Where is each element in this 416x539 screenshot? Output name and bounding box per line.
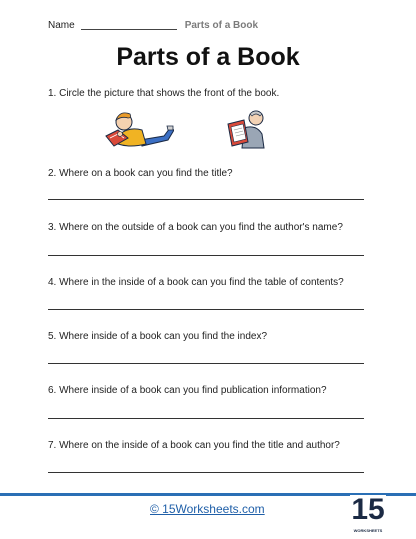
page-title: Parts of a Book xyxy=(116,43,300,71)
name-field-line[interactable] xyxy=(81,20,177,30)
man-reading-picture[interactable] xyxy=(226,106,268,150)
answer-line-7[interactable] xyxy=(48,472,364,473)
logo-text: WORKSHEETS xyxy=(353,528,383,533)
answer-line-2[interactable] xyxy=(48,199,364,200)
answer-line-5[interactable] xyxy=(48,363,364,364)
site-logo[interactable] xyxy=(350,495,386,537)
logo-number: 15 xyxy=(351,493,385,526)
worksheet-subject: Parts of a Book xyxy=(184,20,259,31)
question-1: 1. Circle the picture that shows the front of the book. xyxy=(48,88,280,99)
answer-line-3[interactable] xyxy=(48,255,364,256)
question-6: 6. Where inside of a book can you find publication information? xyxy=(48,385,327,396)
question-3: 3. Where on the outside of a book can you find the author's name? xyxy=(48,222,343,233)
boy-reading-illustration xyxy=(104,106,174,152)
name-label: Name xyxy=(48,20,75,31)
answer-line-6[interactable] xyxy=(48,418,364,419)
man-reading-illustration xyxy=(226,106,268,150)
question-7: 7. Where on the inside of a book can you find the title and author? xyxy=(48,440,340,451)
question-2: 2. Where on a book can you find the title? xyxy=(48,168,233,179)
name-row xyxy=(48,20,258,31)
copyright-link[interactable]: © 15Worksheets.com xyxy=(150,502,265,516)
answer-line-4[interactable] xyxy=(48,309,364,310)
question-5: 5. Where inside of a book can you find the index? xyxy=(48,331,268,342)
question-4: 4. Where in the inside of a book can you find the table of contents? xyxy=(48,277,344,288)
boy-reading-picture[interactable] xyxy=(104,106,174,152)
